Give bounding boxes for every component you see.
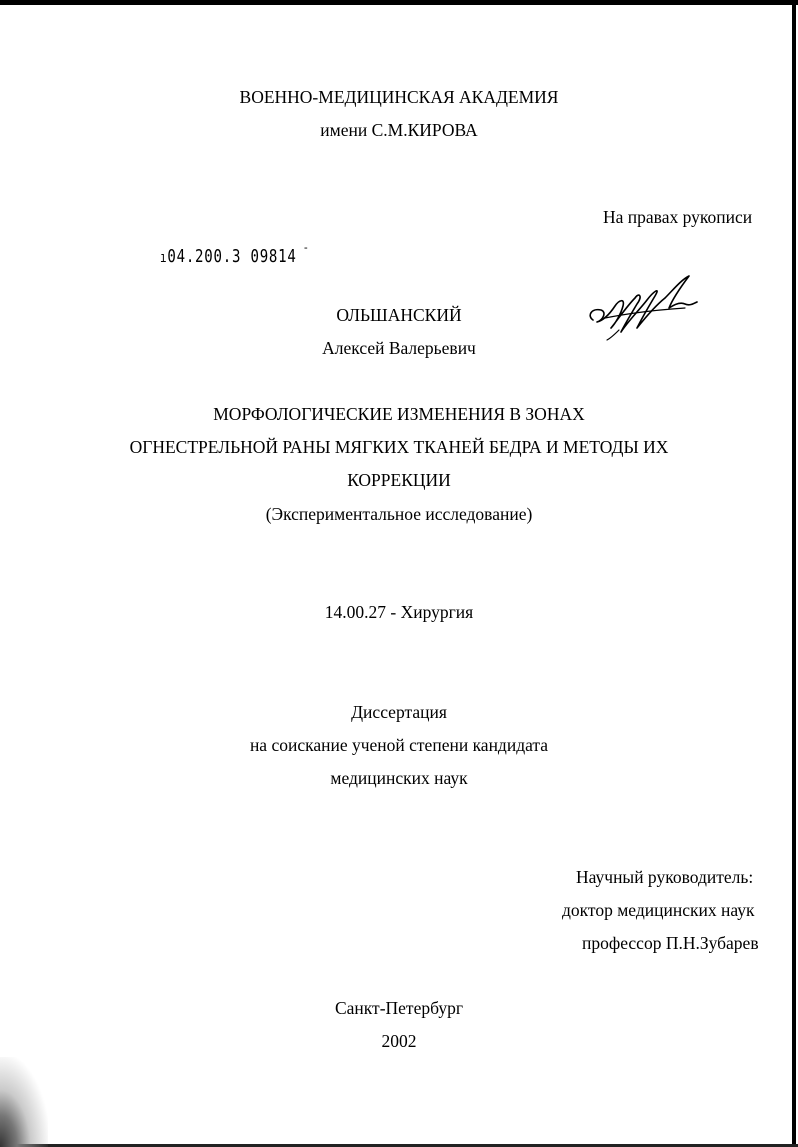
- academy-name: ВОЕННО-МЕДИЦИНСКАЯ АКАДЕМИЯ: [239, 87, 559, 107]
- author-given-names: Алексей Валерьевич: [322, 338, 476, 358]
- title-line-3: КОРРЕКЦИИ: [347, 470, 451, 490]
- title-line-2: ОГНЕСТРЕЛЬНОЙ РАНЫ МЯГКИХ ТКАНЕЙ БЕДРА И МЕТОДЫ ИХ: [129, 437, 669, 457]
- rights-note: На правах рукописи: [603, 207, 753, 227]
- supervisor-label: Научный руководитель:: [576, 867, 754, 887]
- degree-line-2: на соискание ученой степени кандидата: [249, 735, 549, 755]
- academy-named-after: имени С.М.КИРОВА: [320, 120, 478, 140]
- registration-number: 04.200.3 09814: [167, 246, 297, 267]
- city: Санкт-Петербург: [334, 998, 464, 1018]
- scan-border-right: [792, 0, 796, 1147]
- specialty: 14.00.27 - Хирургия: [324, 602, 474, 622]
- scan-shadow-corner: [0, 1057, 48, 1147]
- supervisor-degree: доктор медицинских наук: [562, 900, 755, 920]
- signature: [585, 272, 715, 347]
- supervisor-name: профессор П.Н.Зубарев: [582, 933, 759, 953]
- author-surname: ОЛЬШАНСКИЙ: [336, 305, 462, 325]
- registration-stamp: ı04.200.3 09814 $^ˉ$: [160, 246, 310, 267]
- title-line-1: МОРФОЛОГИЧЕСКИЕ ИЗМЕНЕНИЯ В ЗОНАХ: [213, 404, 585, 424]
- scan-border-top: [0, 0, 798, 5]
- year: 2002: [381, 1031, 417, 1051]
- title-subtitle: (Экспериментальное исследование): [265, 504, 533, 524]
- degree-line-3: медицинских наук: [330, 768, 468, 788]
- degree-line-1: Диссертация: [351, 702, 447, 722]
